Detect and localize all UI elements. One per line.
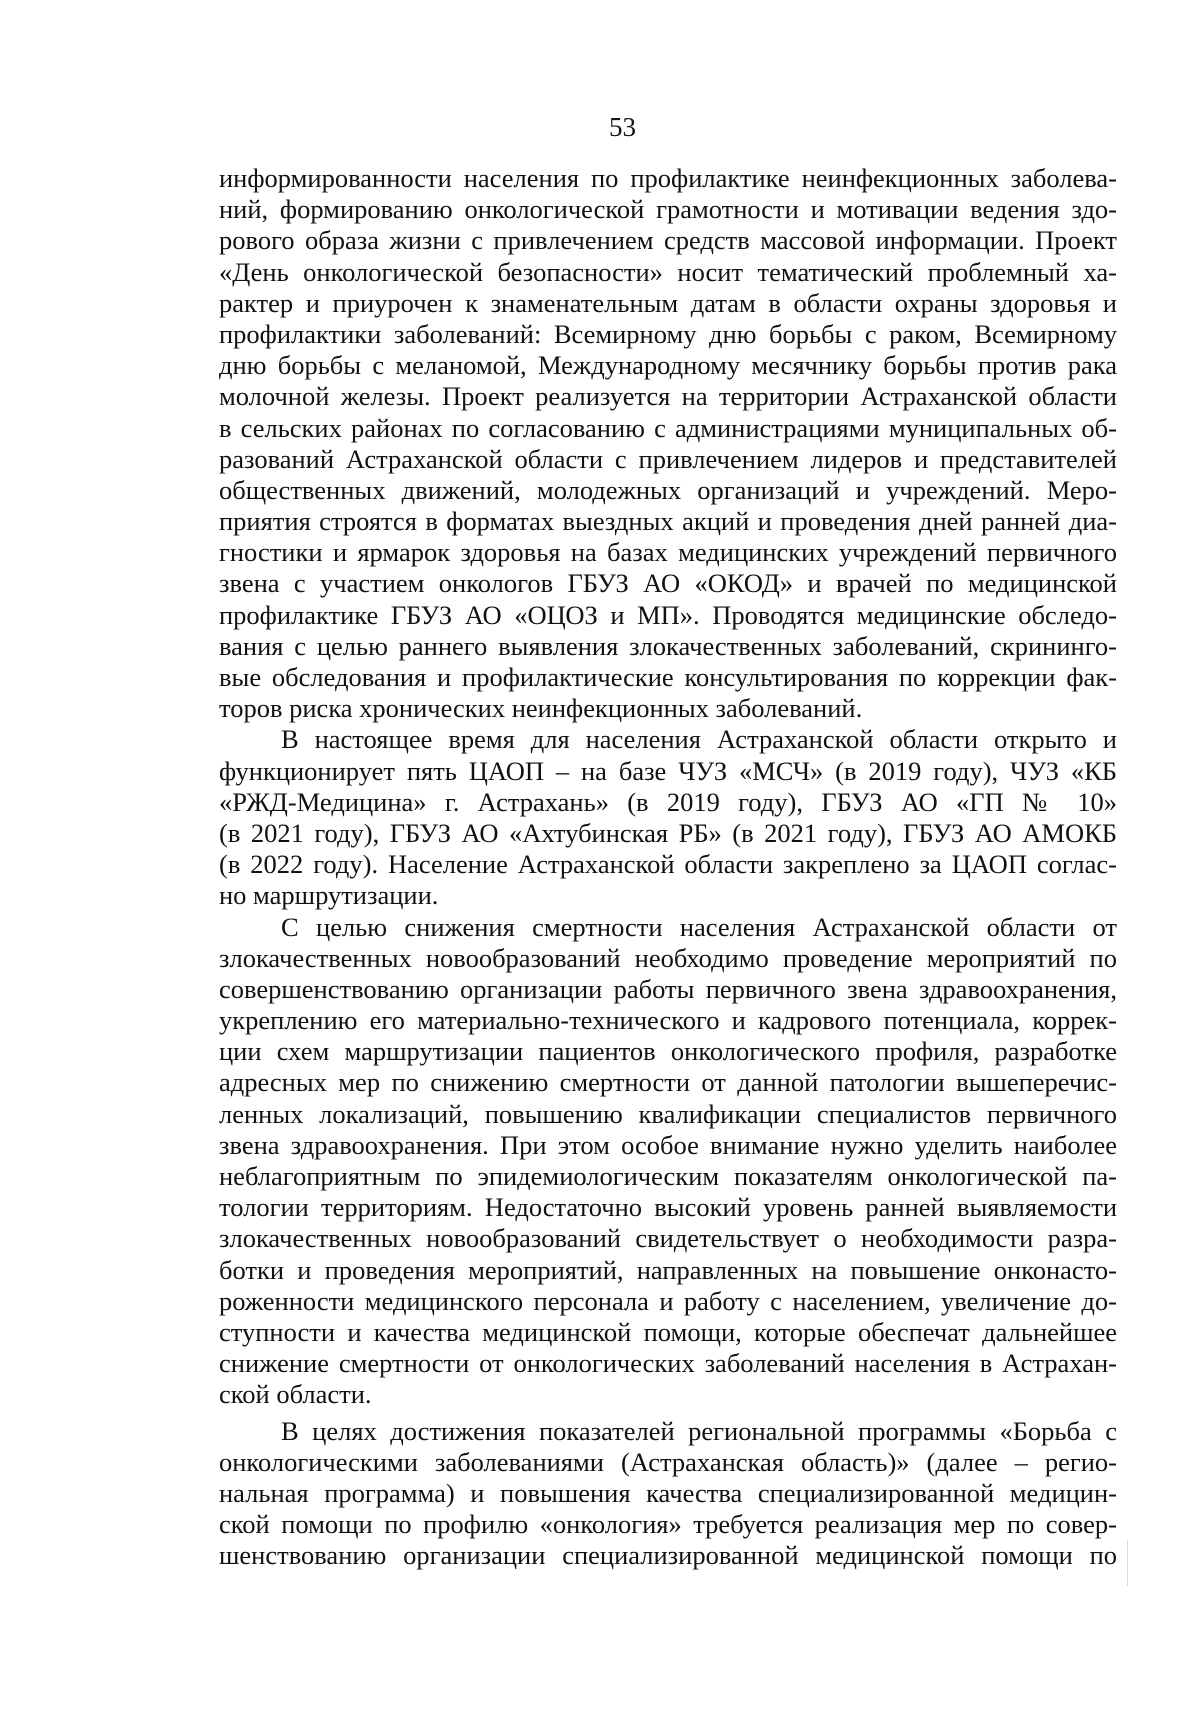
text-line: информированности населения по профилактике неинфекционных заболева- xyxy=(219,163,1117,193)
text-line: ленных локализаций, повышению квалификации специалистов первичного xyxy=(219,1098,1117,1129)
text-line: онкологическими заболеваниями (Астраханская область)» (далее – регио- xyxy=(219,1446,1117,1477)
text-line: звена с участием онкологов ГБУЗ АО «ОКОД» и врачей по медицинской xyxy=(219,568,1117,599)
text-line: в сельских районах по согласованию с администрациями муниципальных об- xyxy=(219,412,1117,443)
text-line: торов риска хронических неинфекционных заболеваний. xyxy=(219,693,863,724)
text-line: приятия строятся в форматах выездных акций и проведения дней ранней диа- xyxy=(219,506,1117,537)
text-line: тологии территориям. Недостаточно высокий уровень ранней выявляемости xyxy=(219,1192,1117,1223)
text-line: В целях достижения показателей региональной программы «Борьба с xyxy=(281,1415,1117,1446)
text-line: общественных движений, молодежных организаций и учреждений. Меро- xyxy=(219,474,1117,505)
text-line: но маршрутизации. xyxy=(219,880,439,911)
text-line: ции схем маршрутизации пациентов онкологического профиля, разработке xyxy=(219,1036,1117,1067)
text-line: функционирует пять ЦАОП – на базе ЧУЗ «МСЧ» (в 2019 году), ЧУЗ «КБ xyxy=(219,755,1117,786)
text-line: дню борьбы с меланомой, Международному месячнику борьбы против рака xyxy=(219,350,1117,381)
body-text xyxy=(219,163,1117,1571)
paragraph-1 xyxy=(219,163,1117,724)
text-line: злокачественных новообразований необходимо проведение мероприятий по xyxy=(219,942,1117,973)
page-number: 53 xyxy=(609,112,636,142)
text-line: роженности медицинского персонала и работу с населением, увеличение до- xyxy=(219,1285,1117,1316)
text-line: (в 2022 году). Население Астраханской области закреплено за ЦАОП соглас- xyxy=(219,849,1117,880)
text-line: В настоящее время для населения Астраханской области открыто и xyxy=(281,724,1117,755)
text-line: «День онкологической безопасности» носит тематический проблемный ха- xyxy=(219,256,1117,287)
text-line: вые обследования и профилактические консультирования по коррекции фак- xyxy=(219,662,1117,692)
text-line: молочной железы. Проект реализуется на территории Астраханской области xyxy=(219,381,1117,412)
text-line: снижение смертности от онкологических заболеваний населения в Астрахан- xyxy=(219,1348,1117,1379)
paragraph-4 xyxy=(219,1416,1117,1572)
text-line: ской помощи по профилю «онкология» требуется реализация мер по совер- xyxy=(219,1509,1117,1540)
text-line: нальная программа) и повышения качества специализированной медицин- xyxy=(219,1477,1117,1508)
text-line: (в 2021 году), ГБУЗ АО «Ахтубинская РБ» (в 2021 году), ГБУЗ АО АМОКБ xyxy=(219,817,1117,848)
paragraph-2 xyxy=(219,724,1117,911)
text-line: вания с целью раннего выявления злокачественных заболеваний, скрининго- xyxy=(219,630,1117,661)
text-line: профилактики заболеваний: Всемирному дню борьбы с раком, Всемирному xyxy=(219,318,1117,349)
text-line: «РЖД-Медицина» г. Астрахань» (в 2019 году), ГБУЗ АО «ГП № 10» xyxy=(219,786,1117,817)
text-line: ботки и проведения мероприятий, направленных на повышение онконасто- xyxy=(219,1254,1117,1285)
text-line: ний, формированию онкологической грамотности и мотивации ведения здо- xyxy=(219,194,1117,225)
text-line: ступности и качества медицинской помощи, которые обеспечат дальнейшее xyxy=(219,1316,1117,1347)
text-line: ской области. xyxy=(219,1379,372,1410)
text-line: злокачественных новообразований свидетельствует о необходимости разра- xyxy=(219,1223,1117,1254)
text-line: шенствованию организации специализированной медицинской помощи по xyxy=(219,1540,1117,1571)
text-line: разований Астраханской области с привлечением лидеров и представителей xyxy=(219,443,1117,474)
text-line: совершенствованию организации работы первичного звена здравоохранения, xyxy=(219,973,1117,1004)
text-line: рактер и приурочен к знаменательным датам в области охраны здоровья и xyxy=(219,287,1117,318)
text-line: неблагоприятным по эпидемиологическим показателям онкологической па- xyxy=(219,1161,1117,1191)
scan-edge-mark xyxy=(1127,1540,1128,1586)
text-line: укреплению его материально-технического и кадрового потенциала, коррек- xyxy=(219,1005,1117,1036)
text-line: профилактике ГБУЗ АО «ОЦОЗ и МП». Проводятся медицинские обследо- xyxy=(219,599,1117,630)
text-line: адресных мер по снижению смертности от данной патологии вышеперечис- xyxy=(219,1067,1117,1098)
text-line: С целью снижения смертности населения Астраханской области от xyxy=(281,911,1117,942)
paragraph-3 xyxy=(219,912,1117,1411)
text-line: звена здравоохранения. При этом особое внимание нужно уделить наиболее xyxy=(219,1129,1117,1160)
text-line: рового образа жизни с привлечением средств массовой информации. Проект xyxy=(219,225,1117,256)
text-line: гностики и ярмарок здоровья на базах медицинских учреждений первичного xyxy=(219,537,1117,568)
